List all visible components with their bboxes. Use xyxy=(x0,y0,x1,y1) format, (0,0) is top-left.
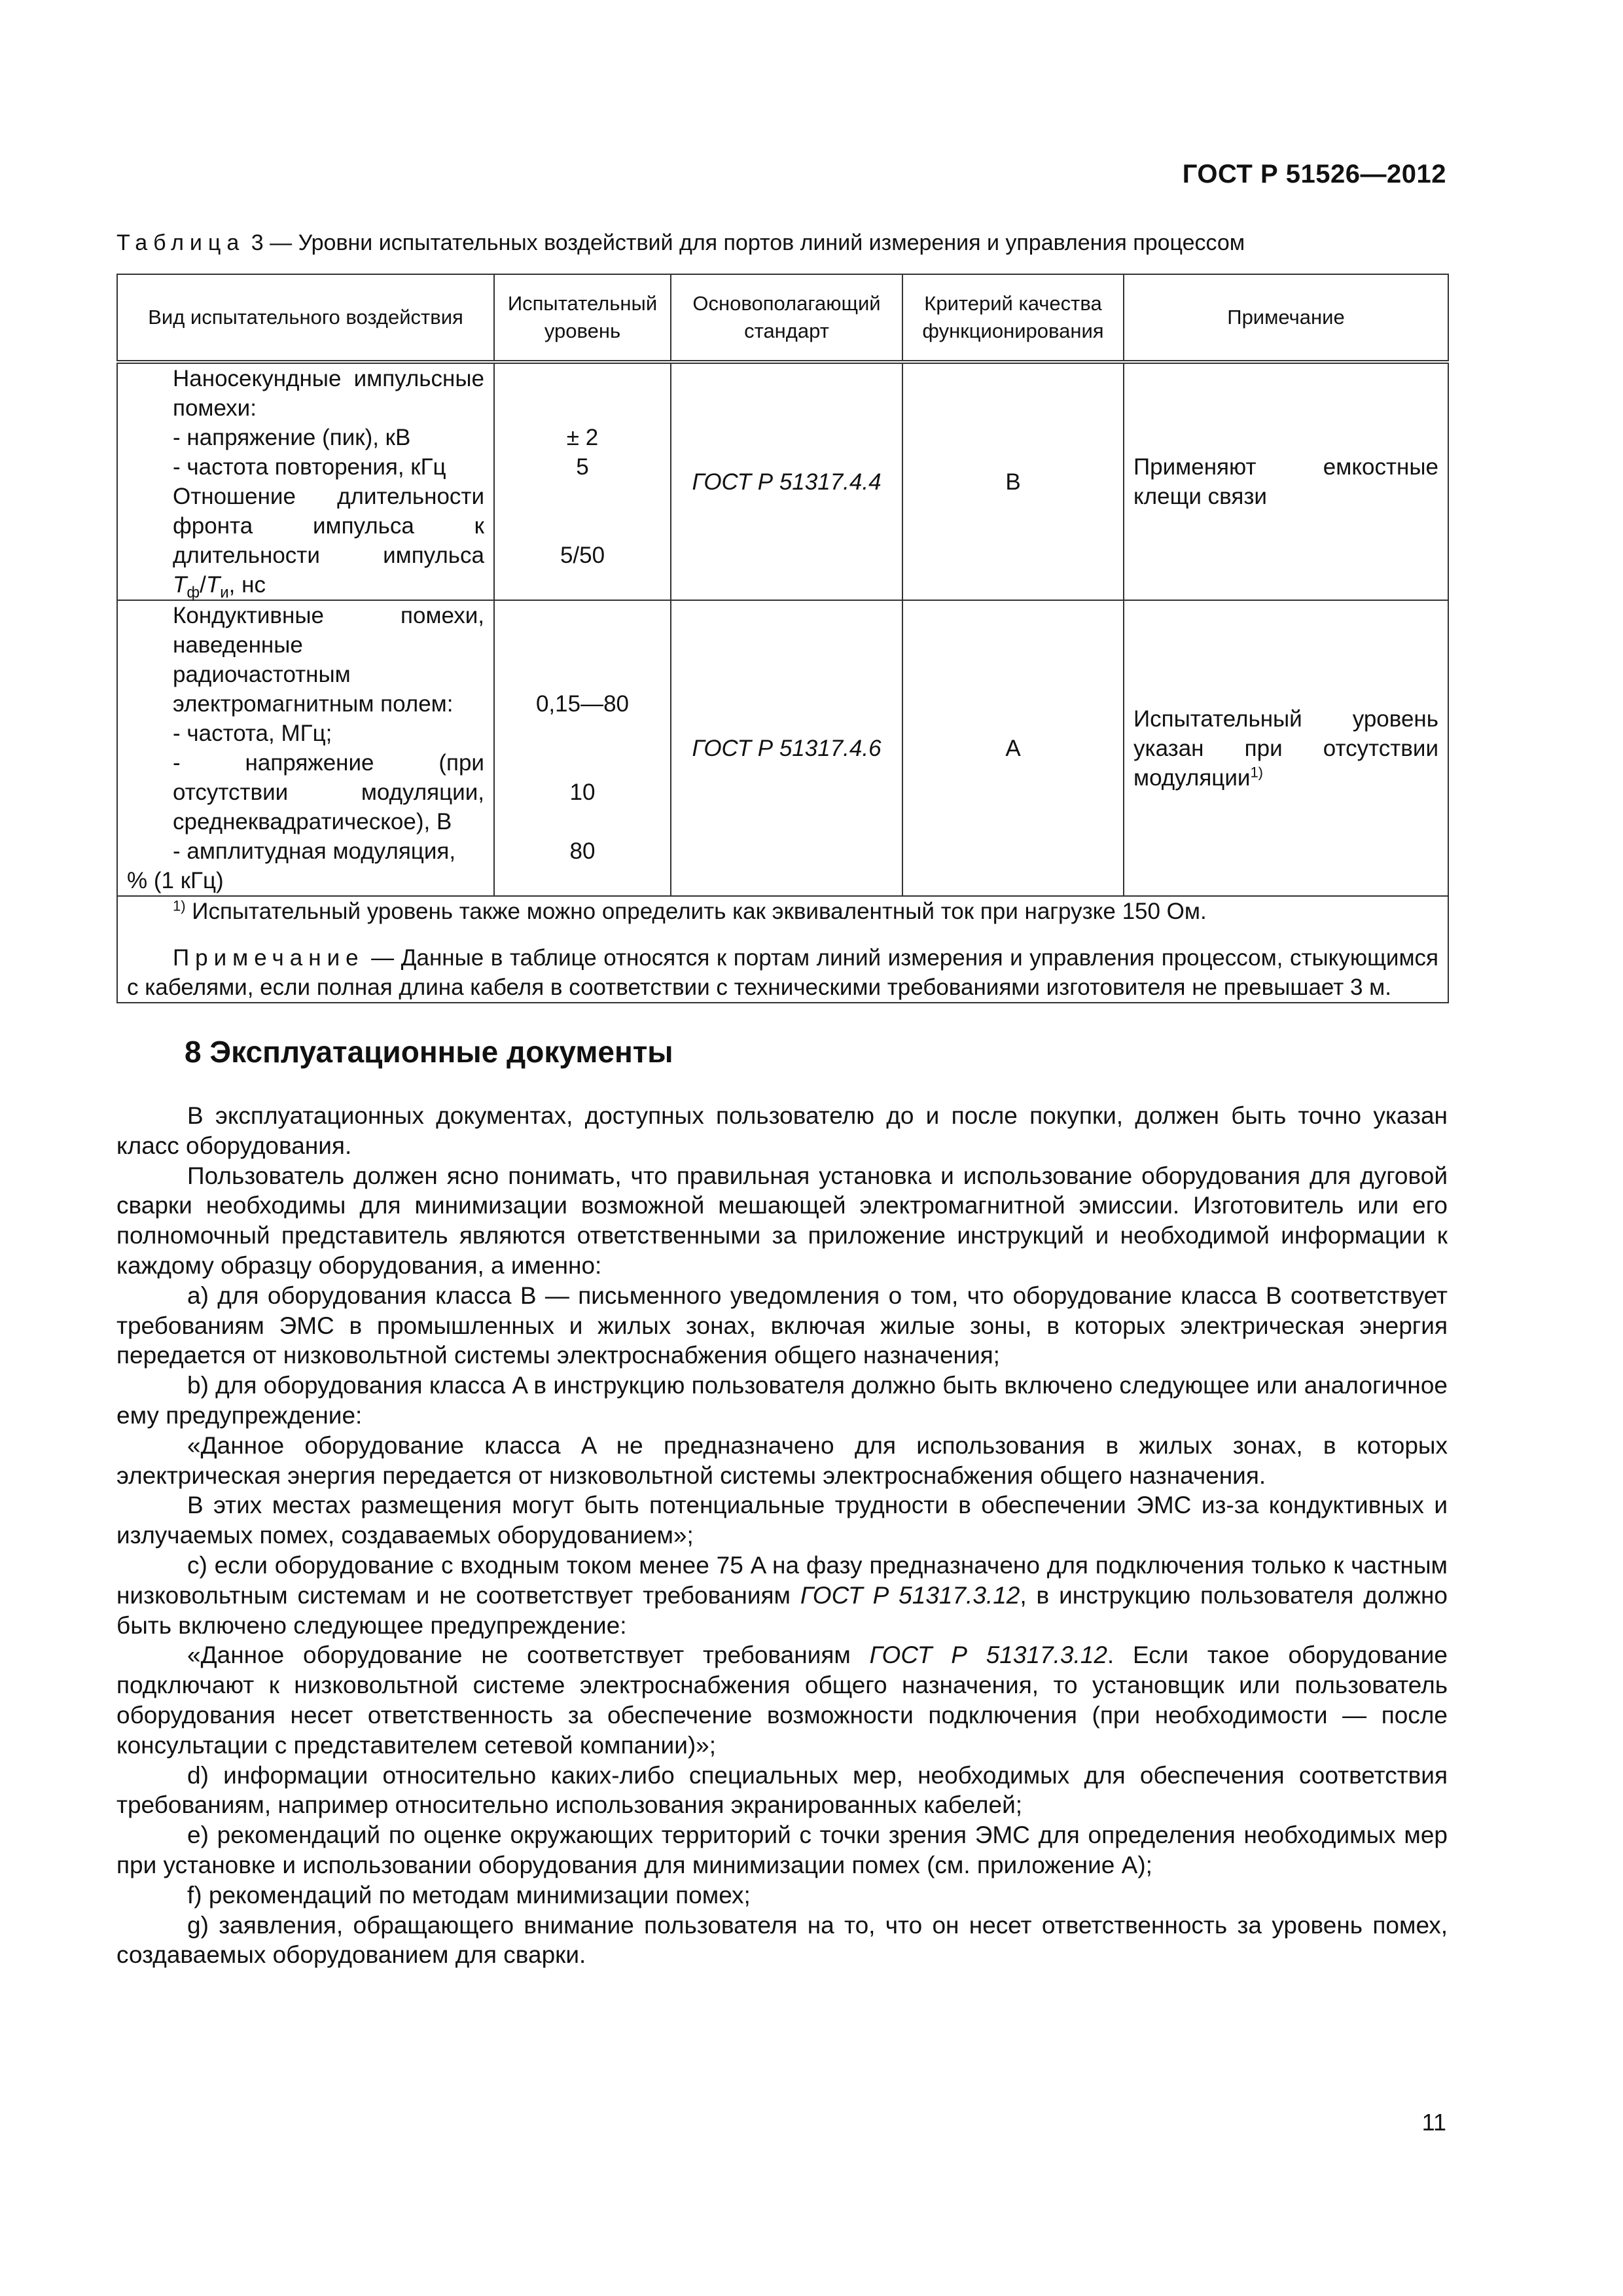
table-footnote xyxy=(127,897,1438,926)
row1-ratio-sub1: ф xyxy=(187,584,200,601)
quote-paragraph: В этих местах размещения могут быть потенциальные трудности в обеспечении ЭМС из-за кондуктивных и излучаемых помех, создаваемых оборудованием»; xyxy=(116,1492,1448,1549)
row2-level-voltage: 10 xyxy=(569,780,596,805)
table-remark xyxy=(127,943,1438,1002)
row2-modulation: - амплитудная модуляция, xyxy=(173,838,456,864)
cell-level xyxy=(494,362,671,600)
cell-standard: ГОСТ Р 51317.4.6 xyxy=(671,600,902,896)
section-title: 8 Эксплуатационные документы xyxy=(185,1035,673,1069)
list-item-f: f) рекомендаций по методам минимизации помех; xyxy=(187,1881,751,1909)
column-header-note: Примечание xyxy=(1124,274,1448,362)
table-caption-label: Таблица xyxy=(116,230,245,255)
cell-note xyxy=(1124,362,1448,600)
row1-level-voltage: ± 2 xyxy=(566,425,599,450)
paragraph: Пользователь должен ясно понимать, что правильная установка и использование оборудования для дуговой сварки необходимы для минимизации возможной мешающей электромагнитной эмиссии. Изготовитель или его полномочный представитель являются ответственными за приложение инструкций и необходимой информации к каждому образцу оборудования, а именно: xyxy=(116,1162,1448,1279)
row2-note xyxy=(1133,704,1438,793)
row1-voltage: - напряжение (пик), кВ xyxy=(173,425,411,450)
list-item-c-text-end: , в инструкцию пользователя должно быть включено следующее предупреждение: xyxy=(116,1581,1448,1639)
row1-ratio-unit: , нс xyxy=(228,572,266,598)
row1-ratio-sub2: и xyxy=(220,584,229,601)
column-header-level: Испытательный уровень xyxy=(494,274,671,362)
row1-ratio-text: Отношение длительности фронта импульса к длительности импульса xyxy=(173,484,484,568)
list-item-e: e) рекомендаций по оценке окружающих территорий с точки зрения ЭМС для определения необходимых мер при установке и использовании оборудования для минимизации помех (см. приложение А); xyxy=(116,1821,1448,1878)
row1-level-frequency: 5 xyxy=(576,454,589,480)
row1-ratio-t2: T xyxy=(205,572,221,598)
cell-note xyxy=(1124,600,1448,896)
footnote-text: Испытательный уровень также можно определить как эквивалентный ток при нагрузке 150 Ом. xyxy=(185,899,1207,924)
row1-ratio xyxy=(127,482,484,600)
cell-criterion: A xyxy=(902,600,1124,896)
column-header-criterion: Критерий качества функционирования xyxy=(902,274,1124,362)
list-item-c-text: c) если оборудование с входным током менее 75 A на фазу предназначено для подключения только к частным низковольтным системам и не соответствует требованиям xyxy=(116,1551,1448,1609)
row2-level-modulation: 80 xyxy=(569,838,596,864)
row1-frequency: - частота повторения, кГц xyxy=(173,454,446,480)
cell-type xyxy=(117,362,494,600)
row2-frequency: - частота, МГц; xyxy=(173,721,332,746)
row1-ratio-t1: T xyxy=(173,572,187,598)
row2-modulation-unit: % (1 кГц) xyxy=(127,868,224,893)
quote-paragraph: «Данное оборудование класса A не предназначено для использования в жилых зонах, в которых электрическая энергия передается от низковольтной системы электроснабжения общего назначения. xyxy=(116,1431,1448,1489)
cell-type xyxy=(117,600,494,896)
table-header xyxy=(117,274,1448,362)
standard-reference: ГОСТ Р 51317.3.12 xyxy=(869,1641,1107,1669)
remark-label: Примечание xyxy=(173,945,365,971)
cell-standard: ГОСТ Р 51317.4.4 xyxy=(671,362,902,600)
list-item-c xyxy=(116,1551,1448,1640)
row1-ratio-slash: / xyxy=(200,572,206,598)
quote-text: «Данное оборудование не соответствует требованиям xyxy=(187,1641,870,1669)
column-header-standard: Основополагающий стандарт xyxy=(671,274,902,362)
page-number: 11 xyxy=(1421,2109,1446,2136)
table-footer-cell xyxy=(117,896,1448,1003)
table-caption xyxy=(116,230,1510,256)
row2-level-frequency: 0,15—80 xyxy=(535,691,630,717)
paragraph: В эксплуатационных документах, доступных пользователю до и после покупки, должен быть точно указан класс оборудования. xyxy=(116,1102,1448,1159)
quote-paragraph xyxy=(116,1640,1448,1760)
row2-note-text: Испытательный уровень указан при отсутствии модуляции xyxy=(1133,706,1438,791)
remark-text: — Данные в таблице относятся к портам линий измерения и управления процессом, стыкующимся с кабелями, если полная длина кабеля в соответствии с техническими требованиями изготовителя не превышает 3 м. xyxy=(127,945,1438,1000)
table-header-row xyxy=(117,274,1448,362)
cell-level xyxy=(494,600,671,896)
row1-level-ratio: 5/50 xyxy=(560,543,605,568)
cell-criterion: B xyxy=(902,362,1124,600)
test-levels-table xyxy=(116,274,1449,1003)
table-footer-row xyxy=(117,896,1448,1003)
document-code: ГОСТ Р 51526—2012 xyxy=(1182,160,1446,188)
table-row xyxy=(117,600,1448,896)
table-caption-text: — Уровни испытательных воздействий для портов линий измерения и управления процессом xyxy=(263,230,1245,255)
footnote-mark: 1) xyxy=(173,897,186,914)
row1-note: Применяют емкостные клещи связи xyxy=(1133,454,1438,509)
list-item-g: g) заявления, обращающего внимание пользователя на то, что он несет ответственность за уровень помех, создаваемых оборудованием для сварки. xyxy=(116,1911,1448,1969)
quote-text-end: . Если такое оборудование подключают к низковольтной системе электроснабжения общего назначения, то установщик или пользователь оборудования несет ответственность за обеспечение возможности подключения (при необходимости — после консультации с представителем сетевой компании)»; xyxy=(116,1641,1448,1759)
table-row xyxy=(117,362,1448,600)
table-caption-number: 3 xyxy=(251,230,264,255)
standard-reference: ГОСТ Р 51317.3.12 xyxy=(800,1581,1020,1609)
list-item-d: d) информации относительно каких-либо специальных мер, необходимых для обеспечения соответствия требованиям, например относительно использования экранированных кабелей; xyxy=(116,1761,1448,1819)
list-item-b: b) для оборудования класса A в инструкцию пользователя должно быть включено следующее или аналогичное ему предупреждение: xyxy=(116,1372,1448,1429)
row2-note-footnote-ref: 1) xyxy=(1250,763,1263,780)
list-item-a: a) для оборудования класса B — письменного уведомления о том, что оборудование класса B соответствует требованиям ЭМС в промышленных и жилых зонах, включая жилые зоны, в которых электрическая энергия передается от низковольтной системы электроснабжения общего назначения; xyxy=(116,1282,1448,1369)
column-header-type: Вид испытательного воздействия xyxy=(117,274,494,362)
row2-voltage: - напряжение (при отсутствии модуляции, среднеквадратическое), В xyxy=(173,750,484,834)
row1-title: Наносекундные импульсные помехи: xyxy=(173,366,484,421)
section-body xyxy=(116,1101,1448,1970)
row2-title: Кондуктивные помехи, наведенные радиочастотным электромагнитным полем: xyxy=(173,603,484,717)
